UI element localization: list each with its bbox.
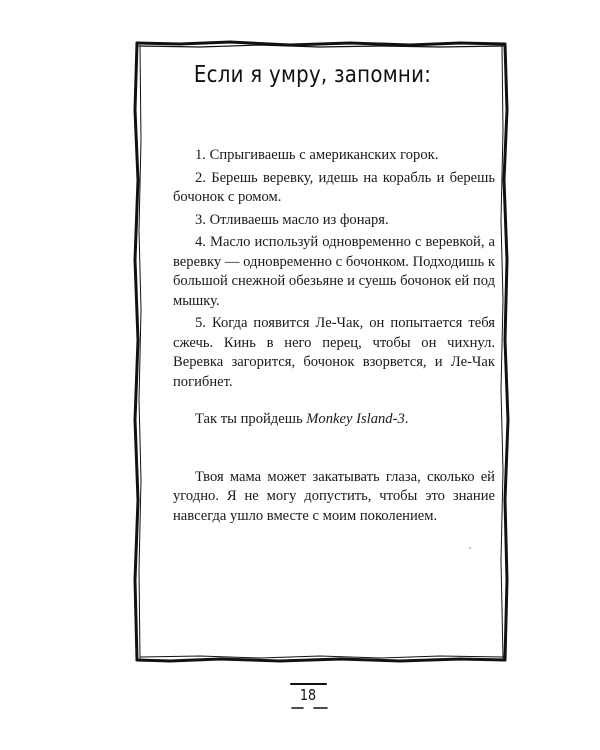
note-paragraph: Твоя мама может закатывать глаза, сколько ей угодно. Я не могу допустить, чтобы это знание навсегда ушло вместе с моим поколением.: [173, 468, 495, 524]
page-title: Если я умру, запомни:: [193, 62, 432, 88]
list-item: 3. Отливаешь масло из фонаря.: [195, 211, 389, 228]
ending-prefix: Так ты пройдешь: [195, 411, 307, 427]
list-item: 2. Берешь веревку, идешь на корабль и берешь бочонок с ромом.: [173, 169, 495, 205]
list-item: 4. Масло используй одновременно с веревкой, а веревку — одновременно с бочонком. Подходишь к большой снежной обезьяне и суешь бочонок ей под мышку.: [173, 234, 495, 309]
page-number: 18: [299, 686, 317, 704]
list-item: 1. Спрыгиваешь с американских горок.: [195, 147, 439, 163]
body-text: [173, 146, 495, 526]
list-item: 5. Когда появится Ле-Чак, он попытается тебя сжечь. Кинь в него перец, чтобы он чихнул. Веревка загорится, бочонок взорвется, и Ле-Чак погибнет.: [173, 315, 495, 390]
ending-paragraph: [173, 410, 495, 430]
ending-suffix: .: [404, 411, 409, 427]
game-title: Monkey Island-3: [306, 411, 405, 427]
